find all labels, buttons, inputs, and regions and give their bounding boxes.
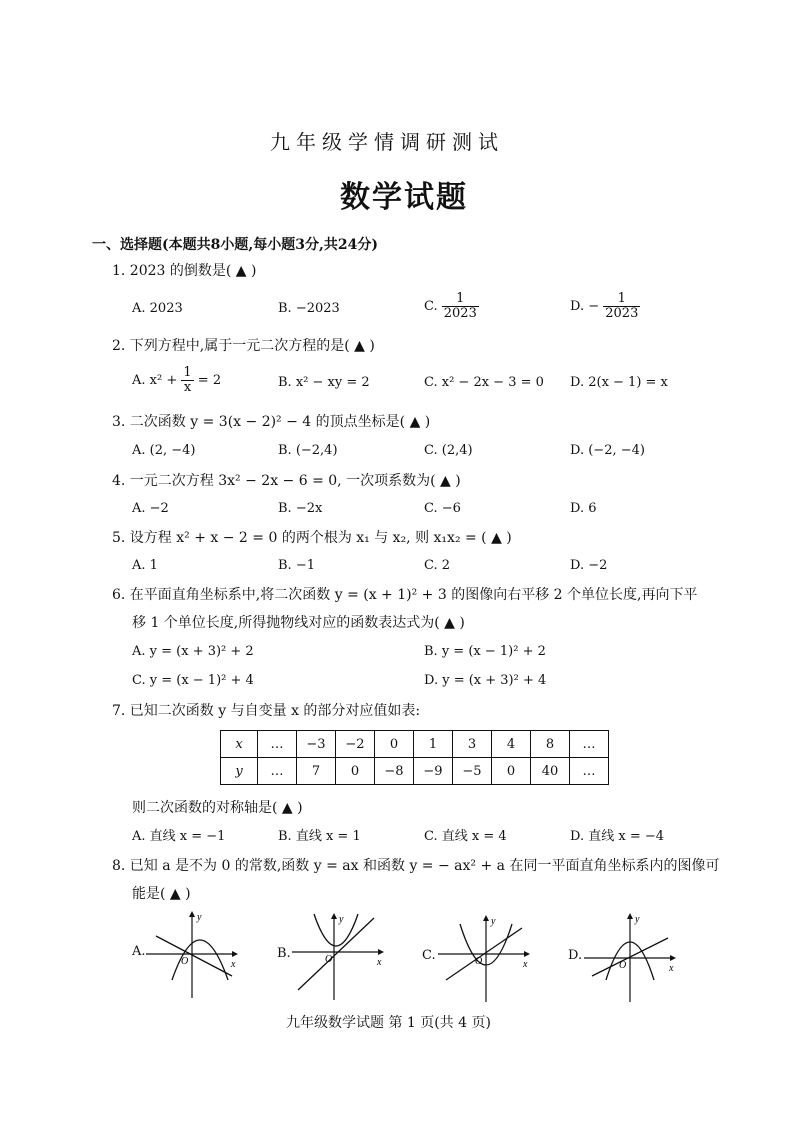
origin-label: O	[181, 956, 189, 967]
table-cell: 0	[375, 731, 414, 758]
graph-c	[432, 910, 536, 1006]
q8-option-d: D.	[568, 948, 583, 963]
q3-option-d: D. (−2, −4)	[570, 443, 645, 458]
y-axis-arrow-icon	[331, 913, 337, 919]
question-8-stem-line1: 8. 已知 a 是不为 0 的常数,函数 y = ax 和函数 y = − ax² + a 在同一平面直角坐标系内的图像可	[112, 858, 720, 874]
q5-option-a: A. 1	[132, 558, 158, 573]
q8-option-b: B.	[277, 946, 291, 961]
question-7-prompt: 则二次函数的对称轴是( ▲ )	[132, 800, 303, 816]
q3-option-a: A. (2, −4)	[132, 443, 196, 458]
table-cell: …	[570, 731, 609, 758]
table-cell: 1	[414, 731, 453, 758]
q1-d-denominator: 2023	[605, 306, 639, 321]
q2-a-suffix: = 2	[197, 373, 222, 388]
y-axis-label: y	[197, 912, 202, 923]
q1-c-numerator: 1	[442, 292, 479, 307]
q2-option-c: C. x² − 2x − 3 = 0	[424, 375, 544, 390]
table-cell: −3	[297, 731, 336, 758]
y-axis-arrow-icon	[483, 915, 489, 921]
table-cell: 4	[492, 731, 531, 758]
q4-option-b: B. −2x	[278, 501, 323, 516]
question-3-stem: 3. 二次函数 y = 3(x − 2)² − 4 的顶点坐标是( ▲ )	[112, 414, 431, 430]
q7-option-b: B. 直线 x = 1	[278, 829, 361, 844]
value-table	[220, 730, 609, 785]
q7-option-c: C. 直线 x = 4	[424, 829, 507, 844]
q1-d-prefix: D. −	[570, 299, 600, 314]
q4-option-a: A. −2	[132, 501, 169, 516]
origin-label: O	[325, 954, 333, 965]
table-cell: …	[258, 731, 297, 758]
table-cell: −9	[414, 758, 453, 785]
x-axis-arrow-icon	[670, 955, 676, 961]
q2-a-prefix: A. x² +	[132, 373, 178, 388]
q5-option-c: C. 2	[424, 558, 451, 573]
graph-d	[578, 910, 682, 1006]
question-8-stem-line2: 能是( ▲ )	[132, 886, 191, 902]
y-axis-label: y	[635, 914, 640, 925]
q6-option-b: B. y = (x − 1)² + 2	[424, 644, 546, 659]
q2-option-b: B. x² − xy = 2	[278, 375, 370, 390]
question-6-stem-line2: 移 1 个单位长度,所得抛物线对应的函数表达式为( ▲ )	[132, 615, 465, 631]
x-axis-arrow-icon	[524, 951, 530, 957]
q1-d-numerator: 1	[603, 292, 640, 307]
origin-label: O	[475, 956, 483, 967]
q6-option-a: A. y = (x + 3)² + 2	[132, 644, 254, 659]
origin-label: O	[619, 960, 627, 971]
table-row-y	[221, 758, 609, 785]
q2-a-fraction	[181, 366, 193, 395]
table-header-y: y	[221, 758, 258, 785]
x-axis-label: x	[231, 959, 236, 970]
q2-a-denominator: x	[183, 380, 192, 395]
q8-option-c: C.	[422, 948, 436, 963]
q1-c-fraction	[442, 292, 479, 321]
table-cell: …	[570, 758, 609, 785]
q3-option-b: B. (−2,4)	[278, 443, 338, 458]
x-axis-label: x	[669, 963, 674, 974]
y-axis-arrow-icon	[189, 911, 195, 917]
table-cell: −8	[375, 758, 414, 785]
y-axis-label: y	[339, 914, 344, 925]
question-4-stem: 4. 一元二次方程 3x² − 2x − 6 = 0, 一次项系数为( ▲ )	[112, 473, 461, 489]
table-cell: …	[258, 758, 297, 785]
table-cell: −5	[453, 758, 492, 785]
x-axis-arrow-icon	[232, 951, 238, 957]
line-graph	[298, 918, 374, 990]
table-cell: 0	[492, 758, 531, 785]
q6-option-c: C. y = (x − 1)² + 4	[132, 673, 254, 688]
q1-option-b: B. −2023	[278, 301, 340, 316]
y-axis-label: y	[491, 916, 496, 927]
question-5-stem: 5. 设方程 x² + x − 2 = 0 的两个根为 x₁ 与 x₂, 则 x₁x₂ = ( ▲ )	[112, 530, 512, 546]
q7-option-d: D. 直线 x = −4	[570, 829, 665, 844]
graph-a	[140, 906, 244, 1002]
section-heading: 一、选择题(本题共8小题,每小题3分,共24分)	[92, 237, 378, 253]
subject-title: 数学试题	[340, 180, 468, 215]
q3-option-c: C. (2,4)	[424, 443, 473, 458]
q1-d-fraction	[603, 292, 640, 321]
q5-option-b: B. −1	[278, 558, 315, 573]
q1-option-a: A. 2023	[132, 301, 183, 316]
table-cell: 3	[453, 731, 492, 758]
q6-option-d: D. y = (x + 3)² + 4	[424, 673, 547, 688]
y-axis-arrow-icon	[627, 913, 633, 919]
q1-option-c	[424, 292, 479, 321]
q7-option-a: A. 直线 x = −1	[132, 829, 226, 844]
table-row-x	[221, 731, 609, 758]
question-7-stem: 7. 已知二次函数 y 与自变量 x 的部分对应值如表:	[112, 703, 421, 719]
x-axis-arrow-icon	[378, 949, 384, 955]
q8-option-a: A.	[132, 944, 146, 959]
q2-option-d: D. 2(x − 1) = x	[570, 375, 668, 390]
q2-option-a	[132, 366, 221, 395]
q1-c-prefix: C.	[424, 299, 438, 314]
page-footer: 九年级数学试题 第 1 页(共 4 页)	[286, 1015, 491, 1031]
q5-option-d: D. −2	[570, 558, 608, 573]
x-axis-label: x	[523, 959, 528, 970]
question-6-stem-line1: 6. 在平面直角坐标系中,将二次函数 y = (x + 1)² + 3 的图像向右平移 2 个单位长度,再向下平	[112, 587, 698, 603]
graph-b	[286, 908, 390, 1004]
q2-a-numerator: 1	[183, 365, 192, 380]
question-1-stem: 1. 2023 的倒数是( ▲ )	[112, 263, 257, 279]
q1-option-d	[570, 292, 640, 321]
table-cell: 40	[531, 758, 570, 785]
q1-c-denominator: 2023	[443, 306, 477, 321]
table-cell: −2	[336, 731, 375, 758]
question-2-stem: 2. 下列方程中,属于一元二次方程的是( ▲ )	[112, 338, 375, 354]
q4-option-c: C. −6	[424, 501, 461, 516]
table-header-x: x	[221, 731, 258, 758]
table-cell: 8	[531, 731, 570, 758]
table-cell: 0	[336, 758, 375, 785]
exam-title: 九年级学情调研测试	[270, 130, 504, 154]
q4-option-d: D. 6	[570, 501, 597, 516]
x-axis-label: x	[377, 957, 382, 968]
table-cell: 7	[297, 758, 336, 785]
